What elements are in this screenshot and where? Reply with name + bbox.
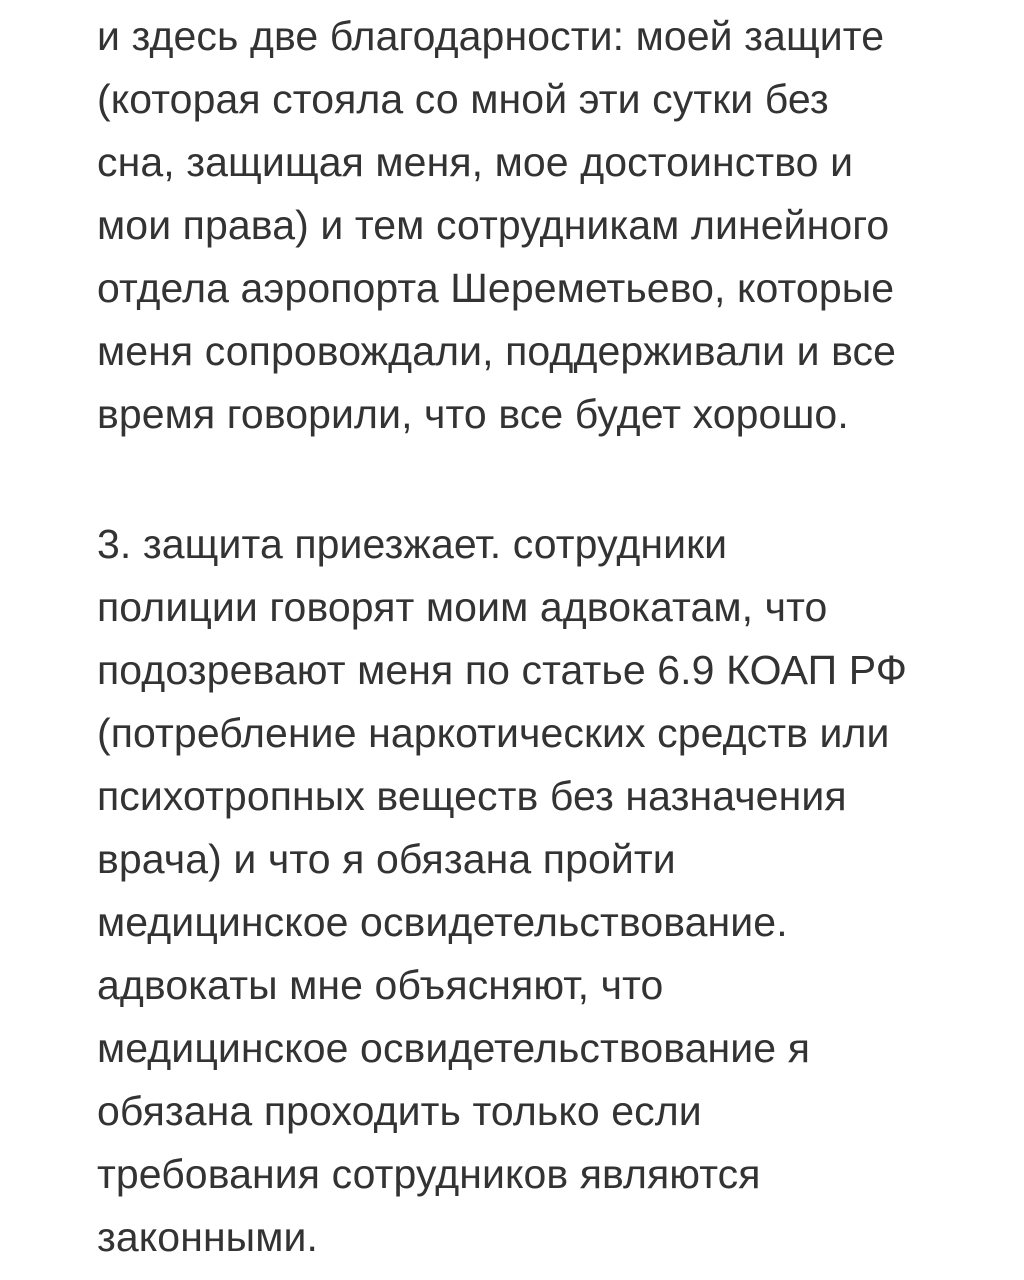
text-line: адвокаты мне объясняют, что [97,962,664,1008]
text-line: сна, защищая меня, мое достоинство и [97,139,854,185]
text-line: обязана проходить только если [97,1088,702,1134]
text-line: меня сопровождали, поддерживали и все [97,328,897,374]
text-line: врача) и что я обязана пройти [97,836,676,882]
text-line: отдела аэропорта Шереметьево, которые [97,265,895,311]
text-line: медицинское освидетельствование я [97,1025,810,1071]
text-line: (потребление наркотических средств или [97,710,890,756]
text-line: (которая стояла со мной эти сутки без [97,76,829,122]
paragraph-gratitude [97,5,997,446]
text-line: законными. [97,1214,319,1260]
text-line: время говорили, что все будет хорошо. [97,391,849,437]
text-line: 3. защита приезжает. сотрудники [97,521,728,567]
text-line: психотропных веществ без назначения [97,773,847,819]
paragraph-point-3 [97,513,997,1269]
text-line: требования сотрудников являются [97,1151,761,1197]
text-line: и здесь две благодарности: моей защите [97,13,885,59]
text-line: подозревают меня по статье 6.9 КОАП РФ [97,647,907,693]
text-line: полиции говорят моим адвокатам, что [97,584,828,630]
text-line: медицинское освидетельствование. [97,899,788,945]
text-line: мои права) и тем сотрудникам линейного [97,202,890,248]
